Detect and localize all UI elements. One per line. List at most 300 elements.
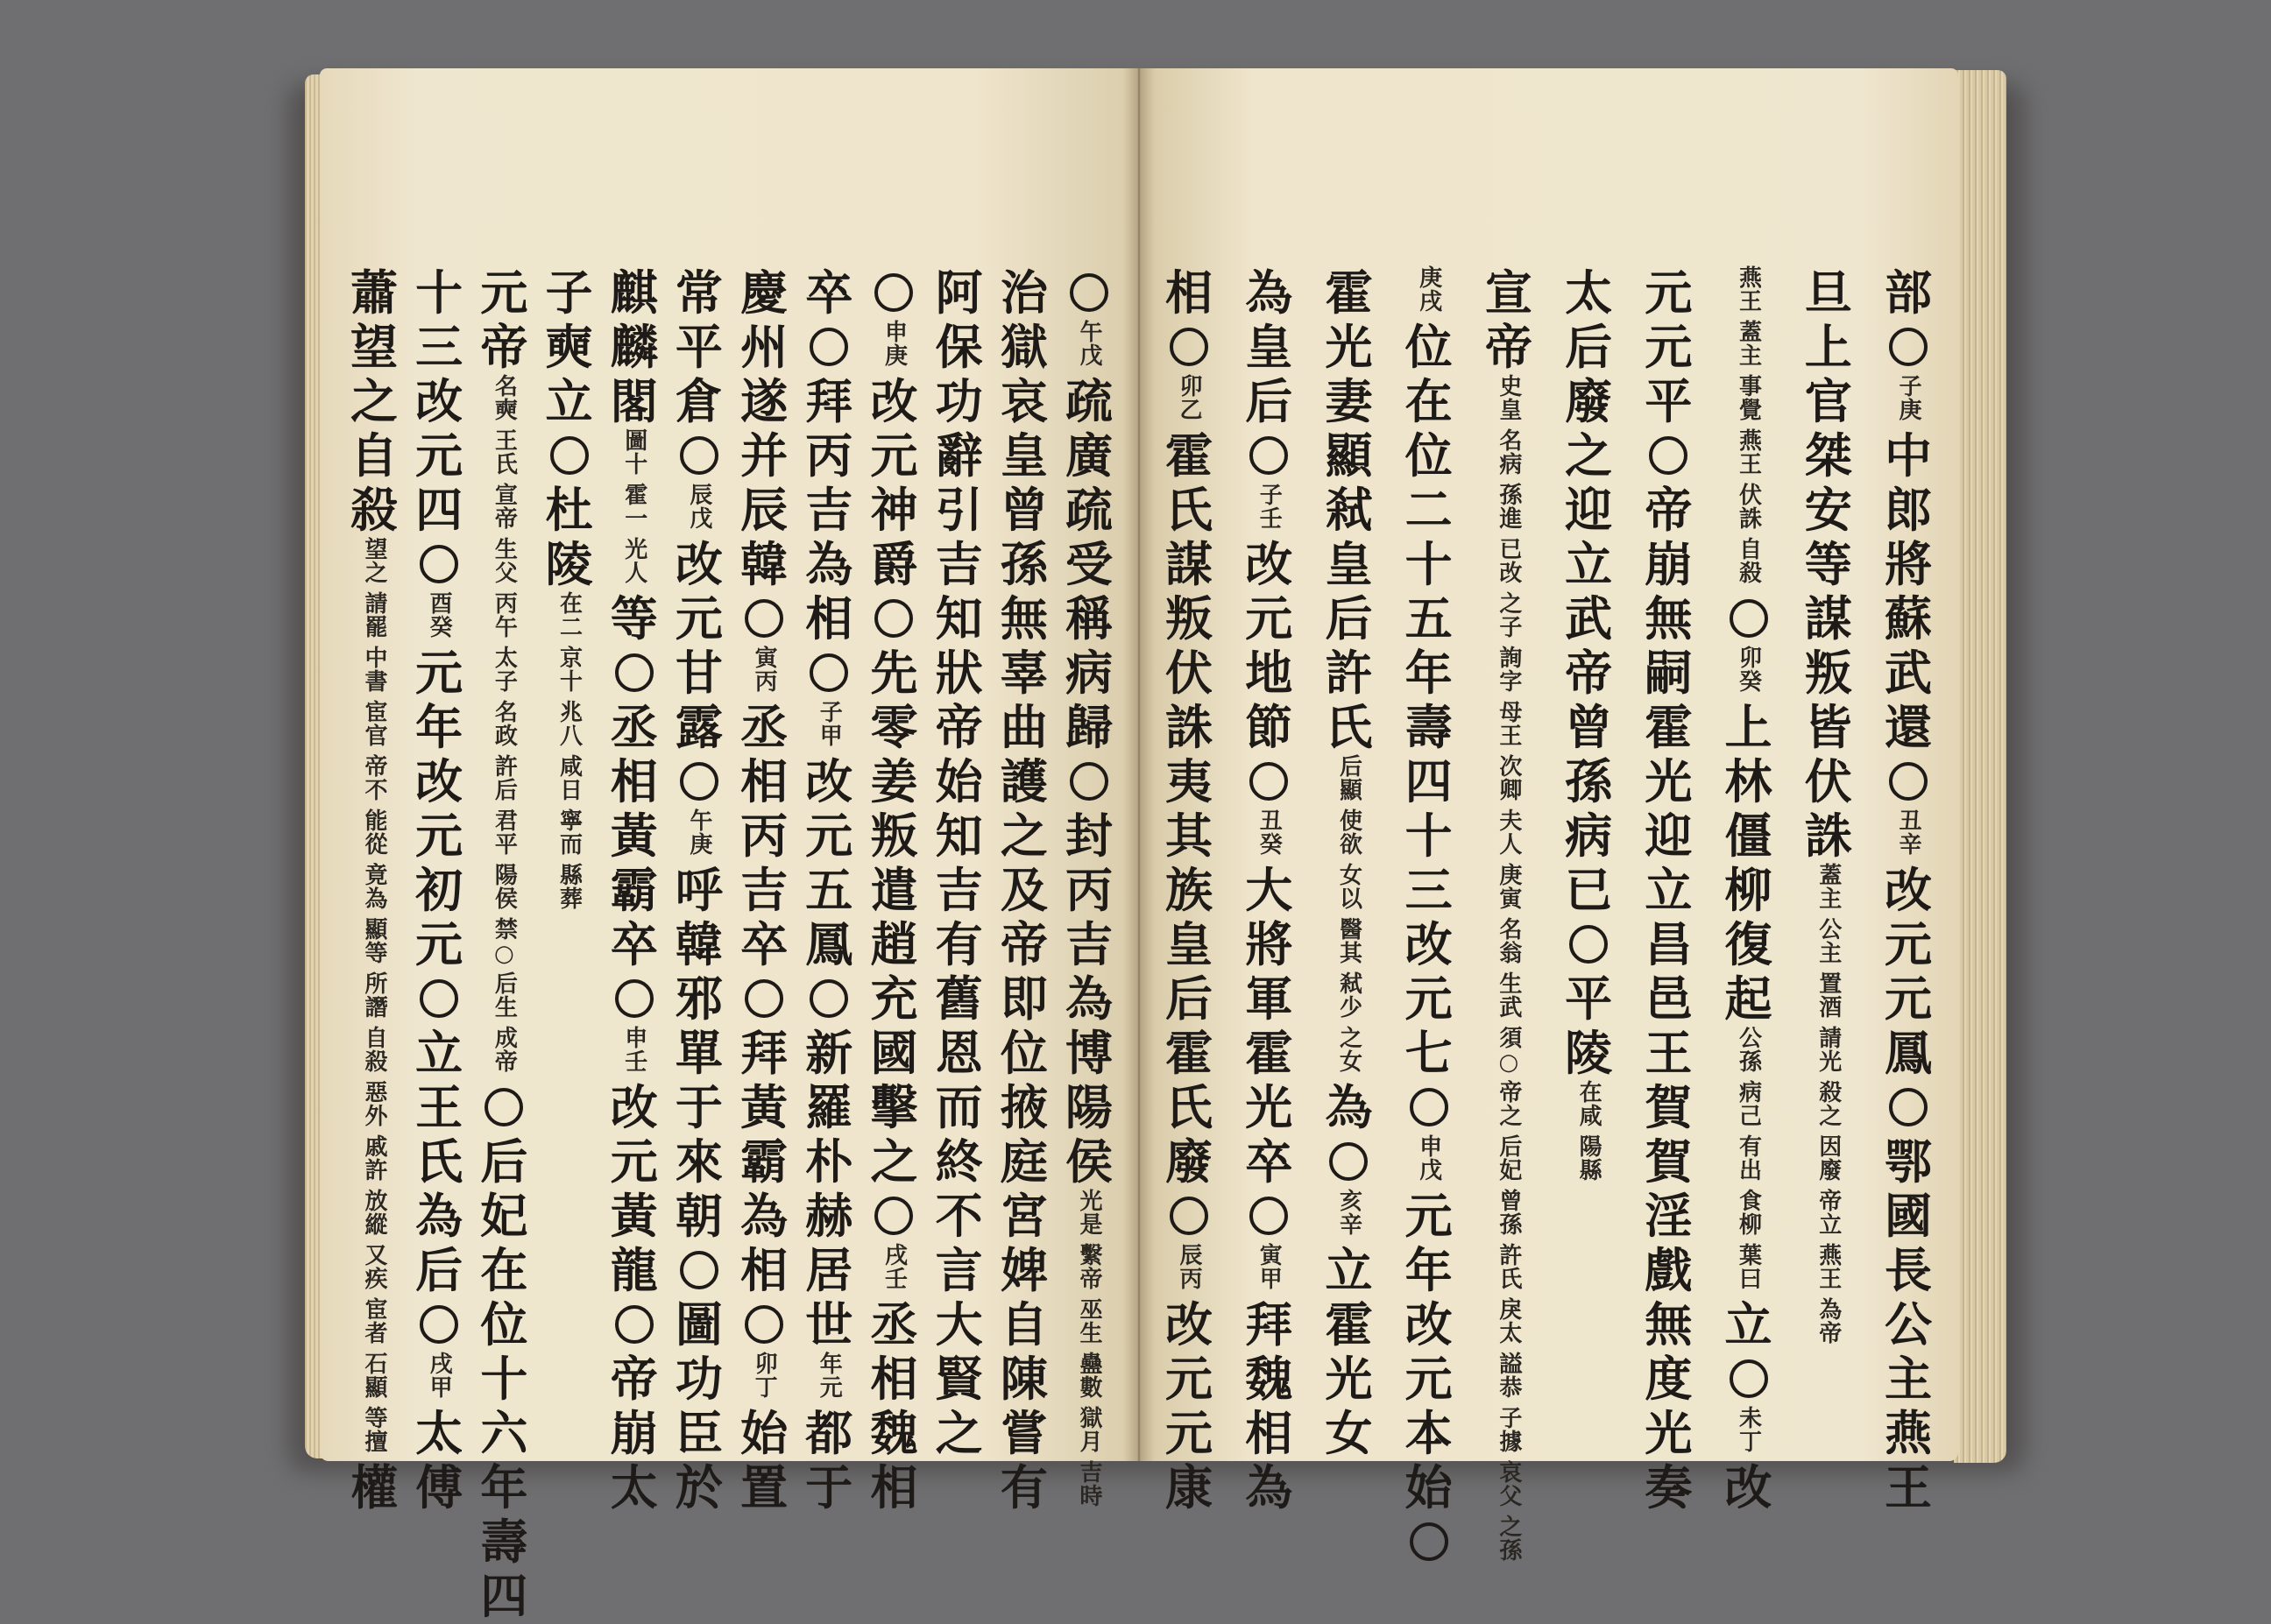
annotation-note xyxy=(1496,1026,1522,1080)
right-page-column xyxy=(1320,265,1376,1460)
circle-marker xyxy=(1249,762,1288,801)
main-character: 將 xyxy=(1245,916,1293,972)
annotation-note xyxy=(1736,428,1762,483)
main-character: 氏 xyxy=(1325,699,1373,755)
annotation-note xyxy=(1416,1134,1442,1189)
annotation-note xyxy=(491,917,517,971)
main-character: 后 xyxy=(480,1133,528,1190)
annotation-note xyxy=(1736,1406,1762,1460)
main-character: 位 xyxy=(1404,319,1453,375)
annotation-text: 丙午 xyxy=(491,591,518,639)
annotation-text: 王氏 xyxy=(491,428,518,476)
annotation-note xyxy=(491,754,517,808)
annotation-note xyxy=(1815,1080,1842,1134)
annotation-text: 戾太 xyxy=(1495,1297,1522,1345)
main-character: 并 xyxy=(740,427,789,484)
annotation-note xyxy=(1076,1460,1102,1515)
main-character: 改 xyxy=(675,536,723,592)
main-character: 辰 xyxy=(740,482,789,538)
annotation-text: 庚戌 xyxy=(1415,265,1442,313)
main-character: 自 xyxy=(350,427,398,484)
main-character: 丙 xyxy=(805,427,853,484)
main-character: 后 xyxy=(415,1242,463,1298)
main-character: 妃 xyxy=(480,1188,528,1244)
main-character: 言 xyxy=(935,1242,983,1298)
main-character: 零 xyxy=(870,699,918,755)
annotation-text: 宦者 xyxy=(361,1297,387,1345)
main-character: 望 xyxy=(350,319,398,375)
main-character: 國 xyxy=(870,1025,918,1081)
annotation-note xyxy=(361,1243,387,1297)
annotation-text: 為帝 xyxy=(1815,1297,1842,1345)
annotation-note xyxy=(1335,1026,1362,1080)
main-character: 丞 xyxy=(870,1296,918,1352)
annotation-text: 丑辛 xyxy=(1895,808,1921,856)
main-character: 圖 xyxy=(675,1296,723,1352)
main-character: 叛 xyxy=(870,808,918,864)
main-character: 壽 xyxy=(1404,699,1453,755)
annotation-note xyxy=(361,1189,387,1243)
main-character: 柳 xyxy=(1724,862,1772,918)
annotation-text: 宦官 xyxy=(361,700,387,747)
annotation-note xyxy=(361,1080,387,1134)
main-character: 部 xyxy=(1885,265,1932,321)
main-character: 元 xyxy=(870,427,918,484)
annotation-text: 使欲 xyxy=(1335,808,1362,856)
left-page-column xyxy=(476,265,532,1623)
main-character: 始 xyxy=(935,753,983,809)
annotation-note xyxy=(1335,863,1362,917)
main-character: 之 xyxy=(1565,427,1613,484)
main-character: 王 xyxy=(415,1079,463,1135)
main-character: 相 xyxy=(1245,1405,1293,1461)
main-character: 后 xyxy=(1245,373,1293,429)
annotation-text: 戚許 xyxy=(361,1134,387,1182)
main-character: 弒 xyxy=(1325,482,1373,538)
annotation-note xyxy=(1815,863,1842,917)
main-character: 霍 xyxy=(1645,699,1693,755)
annotation-text: 殺之 xyxy=(1815,1080,1842,1127)
annotation-note xyxy=(1736,1080,1762,1134)
annotation-note xyxy=(361,1406,387,1460)
main-character: 州 xyxy=(740,319,789,375)
annotation-text: 名翁 xyxy=(1495,917,1522,964)
annotation-text: 申戊 xyxy=(1415,1134,1442,1182)
annotation-text: 食柳 xyxy=(1735,1189,1762,1236)
main-character: 元 xyxy=(1885,916,1932,972)
annotation-note xyxy=(1335,971,1362,1026)
main-character: 陵 xyxy=(1565,1025,1613,1081)
annotation-text: 子甲 xyxy=(816,700,843,747)
annotation-text: 寅丙 xyxy=(751,646,778,693)
right-page xyxy=(1139,68,1958,1562)
annotation-text: 光人 xyxy=(620,537,647,584)
annotation-note xyxy=(1076,1352,1102,1406)
annotation-note xyxy=(1895,374,1921,428)
main-character: 改 xyxy=(610,1079,658,1135)
main-character: 改 xyxy=(1404,916,1453,972)
main-character: 相 xyxy=(740,753,789,809)
main-character: 陳 xyxy=(1000,1351,1048,1407)
main-character: 光 xyxy=(1325,1351,1373,1407)
left-page-column xyxy=(671,265,727,1515)
annotation-text: 史皇 xyxy=(1495,374,1522,421)
circle-marker xyxy=(1170,1197,1208,1235)
main-character: 吉 xyxy=(935,862,983,918)
annotation-note xyxy=(816,1352,842,1406)
main-character: 韓 xyxy=(740,536,789,592)
main-character: 安 xyxy=(1804,482,1852,538)
annotation-note xyxy=(491,483,517,537)
main-character: 旦 xyxy=(1804,265,1852,321)
circle-marker xyxy=(550,436,589,475)
main-character: 丙 xyxy=(740,808,789,864)
main-character: 皇 xyxy=(1325,536,1373,592)
main-character: 上 xyxy=(1724,699,1772,755)
annotation-note xyxy=(1256,808,1282,863)
annotation-note xyxy=(426,1352,452,1406)
left-page-column xyxy=(541,265,598,917)
main-character: 復 xyxy=(1724,916,1772,972)
main-character: 不 xyxy=(935,1188,983,1244)
main-character: 賀 xyxy=(1645,1133,1693,1190)
main-character: 鳳 xyxy=(1885,1025,1932,1081)
annotation-note xyxy=(361,1352,387,1406)
circle-marker xyxy=(810,653,848,692)
main-character: 伏 xyxy=(1804,753,1852,809)
main-character: 相 xyxy=(740,1242,789,1298)
annotation-text: 縣葬 xyxy=(555,863,583,910)
right-page-column xyxy=(1801,265,1857,1352)
main-character: 妻 xyxy=(1325,373,1373,429)
main-character: 丙 xyxy=(1065,862,1113,918)
main-character: 元 xyxy=(1245,590,1293,646)
main-character: 知 xyxy=(935,590,983,646)
annotation-text: 之子 xyxy=(1495,591,1522,639)
main-character: 元 xyxy=(1404,1351,1453,1407)
circle-marker xyxy=(874,1197,913,1235)
main-character: 元 xyxy=(675,590,723,646)
main-character: 而 xyxy=(935,1079,983,1135)
annotation-text: 葉曰 xyxy=(1735,1243,1762,1290)
main-character: 公 xyxy=(1885,1296,1932,1352)
annotation-note xyxy=(1496,808,1522,863)
main-character: 宮 xyxy=(1000,1188,1048,1244)
annotation-note xyxy=(1496,1460,1522,1515)
annotation-note xyxy=(1736,537,1762,591)
main-character: 上 xyxy=(1804,319,1852,375)
main-character: 許 xyxy=(1325,645,1373,701)
main-character: 等 xyxy=(1804,536,1852,592)
main-character: 為 xyxy=(1065,971,1113,1027)
annotation-note xyxy=(1496,1080,1522,1134)
left-page-column xyxy=(346,265,402,1515)
annotation-text: 辰戊 xyxy=(685,483,712,530)
main-character: 為 xyxy=(1325,1079,1373,1135)
annotation-note xyxy=(1815,1297,1842,1352)
annotation-text: 謚恭 xyxy=(1495,1352,1522,1399)
annotation-text: 詢字 xyxy=(1495,646,1522,693)
main-character: 相 xyxy=(610,753,658,809)
annotation-text: 子壬 xyxy=(1256,483,1283,530)
main-character: 戲 xyxy=(1645,1242,1693,1298)
annotation-text: 寅甲 xyxy=(1256,1243,1283,1290)
main-character: 改 xyxy=(1404,1296,1453,1352)
main-character: 太 xyxy=(1565,265,1613,321)
main-character: 呼 xyxy=(675,862,723,918)
right-page-column xyxy=(1161,265,1217,1515)
circle-marker xyxy=(1410,1522,1448,1561)
main-character: 其 xyxy=(1165,808,1213,864)
annotation-text: 后妃 xyxy=(1495,1134,1522,1182)
main-character: 阿 xyxy=(935,265,983,321)
main-character: 為 xyxy=(1245,1459,1293,1515)
main-character: 趙 xyxy=(870,916,918,972)
annotation-note xyxy=(621,428,647,483)
main-character: 帝 xyxy=(1484,319,1532,375)
main-character: 官 xyxy=(1804,373,1852,429)
main-character: 初 xyxy=(415,862,463,918)
annotation-text: 放縱 xyxy=(361,1189,387,1236)
annotation-note xyxy=(621,483,647,537)
main-character: 昌 xyxy=(1645,916,1693,972)
circle-marker xyxy=(1730,599,1768,638)
main-character: 在 xyxy=(1404,373,1453,429)
main-character: 病 xyxy=(1065,645,1113,701)
annotation-text: 顯等 xyxy=(361,917,387,964)
annotation-text: 繫帝 xyxy=(1076,1243,1102,1290)
annotation-text: 卯乙 xyxy=(1176,374,1202,421)
annotation-text: 生父 xyxy=(491,537,518,584)
annotation-note xyxy=(361,1134,387,1189)
main-character: 卒 xyxy=(1245,1133,1293,1190)
circle-marker xyxy=(745,599,783,638)
annotation-text: 午戊 xyxy=(1076,320,1102,367)
annotation-note xyxy=(1496,1189,1522,1243)
main-character: 光 xyxy=(1325,319,1373,375)
annotation-note xyxy=(881,320,907,374)
main-character: 恩 xyxy=(935,1025,983,1081)
main-character: 吉 xyxy=(805,482,853,538)
annotation-text: 置酒 xyxy=(1815,971,1842,1019)
annotation-text: 能從 xyxy=(361,808,387,856)
main-character: 治 xyxy=(1000,265,1048,321)
main-character: 武 xyxy=(1885,645,1932,701)
main-character: 魏 xyxy=(870,1405,918,1461)
annotation-note xyxy=(1256,483,1282,537)
annotation-text: 燕王 xyxy=(1735,265,1762,313)
circle-marker xyxy=(485,1088,523,1126)
main-character: 五 xyxy=(1404,590,1453,646)
annotation-text: 夫人 xyxy=(1495,808,1522,856)
circle-marker xyxy=(810,979,848,1018)
annotation-note xyxy=(491,537,517,591)
annotation-note xyxy=(1335,808,1362,863)
main-character: 世 xyxy=(805,1296,853,1352)
circle-marker xyxy=(1249,1197,1288,1235)
annotation-text: 次卿 xyxy=(1495,754,1522,801)
annotation-text: 獄月 xyxy=(1076,1406,1102,1453)
annotation-text: 子庚 xyxy=(1895,374,1921,421)
annotation-note xyxy=(1496,1515,1522,1569)
annotation-note xyxy=(1736,1026,1762,1080)
main-character: 孫 xyxy=(1000,536,1048,592)
main-character: 陽 xyxy=(1065,1079,1113,1135)
main-character: 慶 xyxy=(740,265,789,321)
main-character: 顯 xyxy=(1325,427,1373,484)
left-page-column xyxy=(931,265,987,1460)
right-page-column xyxy=(1721,265,1777,1515)
annotation-note xyxy=(621,537,647,591)
circle-marker xyxy=(1329,1142,1368,1181)
main-character: 四 xyxy=(480,1568,528,1624)
main-character: 中 xyxy=(1885,427,1932,484)
main-character: 軍 xyxy=(1245,971,1293,1027)
main-character: 后 xyxy=(1565,319,1613,375)
annotation-text: 太子 xyxy=(491,646,518,693)
main-character: 丞 xyxy=(740,699,789,755)
annotation-text: 圖十 xyxy=(620,428,647,476)
annotation-note xyxy=(1076,1243,1102,1297)
annotation-text: 酉癸 xyxy=(426,591,453,639)
annotation-note xyxy=(1496,646,1522,700)
main-character: 改 xyxy=(1885,862,1932,918)
main-character: 臣 xyxy=(675,1405,723,1461)
annotation-note xyxy=(1496,428,1522,483)
circle-marker xyxy=(1889,1088,1928,1126)
main-character: 之 xyxy=(1000,808,1048,864)
annotation-note xyxy=(751,646,777,700)
main-character: 辜 xyxy=(1000,645,1048,701)
right-page-text xyxy=(1161,265,1936,1562)
main-character: 相 xyxy=(870,1351,918,1407)
annotation-note xyxy=(881,1243,907,1297)
annotation-text: 庚寅 xyxy=(1495,863,1522,910)
annotation-text: 名病 xyxy=(1495,428,1522,476)
main-character: 林 xyxy=(1724,753,1772,809)
main-character: 帝 xyxy=(480,319,528,375)
annotation-text: 光是 xyxy=(1076,1189,1102,1236)
main-character: 平 xyxy=(1645,373,1693,429)
main-character: 廣 xyxy=(1065,427,1113,484)
annotation-note xyxy=(1335,1189,1362,1243)
circle-marker xyxy=(420,545,458,583)
annotation-note xyxy=(1815,1243,1842,1297)
main-character: 孫 xyxy=(1565,753,1613,809)
main-character: 宣 xyxy=(1484,265,1532,321)
annotation-text: 帝立 xyxy=(1815,1189,1842,1236)
main-character: 疏 xyxy=(1065,373,1113,429)
annotation-text: 之女 xyxy=(1335,1026,1362,1073)
main-character: 節 xyxy=(1245,699,1293,755)
annotation-note xyxy=(1176,1243,1202,1297)
main-character: 相 xyxy=(870,1459,918,1515)
main-character: 曲 xyxy=(1000,699,1048,755)
main-character: 歸 xyxy=(1065,699,1113,755)
main-character: 護 xyxy=(1000,753,1048,809)
main-character: 魏 xyxy=(1245,1351,1293,1407)
annotation-text: 午庚 xyxy=(685,808,712,856)
circle-marker xyxy=(615,653,654,692)
annotation-text: 伏誅 xyxy=(1735,483,1762,530)
main-character: 立 xyxy=(545,373,593,429)
circle-marker xyxy=(615,1305,654,1344)
annotation-note xyxy=(1496,1352,1522,1406)
annotation-text: 兆八 xyxy=(555,700,583,747)
main-character: 元 xyxy=(415,427,463,484)
main-character: 年 xyxy=(415,699,463,755)
left-page-text xyxy=(346,265,1117,1624)
annotation-note xyxy=(556,591,583,646)
main-character: 常 xyxy=(675,265,723,321)
main-character: 改 xyxy=(805,753,853,809)
main-character: 博 xyxy=(1065,1025,1113,1081)
annotation-note xyxy=(361,700,387,754)
annotation-text: 須○ xyxy=(1495,1026,1522,1077)
main-character: 立 xyxy=(1565,536,1613,592)
annotation-note xyxy=(1076,1406,1102,1460)
circle-marker xyxy=(1730,1359,1768,1398)
circle-marker xyxy=(745,979,783,1018)
annotation-text: 又疾 xyxy=(361,1243,387,1290)
annotation-text: 蠱數 xyxy=(1076,1352,1102,1399)
main-character: 氏 xyxy=(415,1133,463,1190)
annotation-text: 申壬 xyxy=(620,1026,647,1073)
main-character: 位 xyxy=(1404,427,1453,484)
main-character: 皆 xyxy=(1804,699,1852,755)
annotation-note xyxy=(1736,483,1762,537)
left-page-column xyxy=(996,265,1052,1515)
main-character: 置 xyxy=(740,1459,789,1515)
annotation-note xyxy=(1815,1026,1842,1080)
annotation-note xyxy=(556,700,583,754)
main-character: 朝 xyxy=(675,1188,723,1244)
main-character: 為 xyxy=(740,1188,789,1244)
annotation-text: 許氏 xyxy=(1495,1243,1522,1290)
main-character: 氏 xyxy=(1165,1079,1213,1135)
main-character: 相 xyxy=(1165,265,1213,321)
annotation-note xyxy=(686,808,712,863)
main-character: 元 xyxy=(1404,971,1453,1027)
annotation-text: 醫其 xyxy=(1335,917,1362,964)
annotation-text: 許后 xyxy=(491,754,518,801)
main-character: 居 xyxy=(805,1242,853,1298)
main-character: 辭 xyxy=(935,427,983,484)
main-character: 長 xyxy=(1885,1242,1932,1298)
annotation-text: 之孫 xyxy=(1495,1515,1522,1562)
circle-marker xyxy=(1070,273,1108,312)
annotation-note xyxy=(1176,374,1202,428)
main-character: 權 xyxy=(350,1459,398,1515)
main-character: 四 xyxy=(415,482,463,538)
annotation-text: 生武 xyxy=(1495,971,1522,1019)
main-character: 四 xyxy=(1404,753,1453,809)
circle-marker xyxy=(1170,328,1208,366)
annotation-note xyxy=(1076,320,1102,374)
main-character: 為 xyxy=(1245,265,1293,321)
annotation-note xyxy=(361,591,387,646)
annotation-note xyxy=(1815,917,1842,971)
annotation-note xyxy=(1496,1134,1522,1189)
main-character: 五 xyxy=(805,862,853,918)
main-character: 掖 xyxy=(1000,1079,1048,1135)
main-character: 帝 xyxy=(935,699,983,755)
main-character: 本 xyxy=(1404,1405,1453,1461)
main-character: 卒 xyxy=(805,265,853,321)
annotation-note xyxy=(361,917,387,971)
annotation-note xyxy=(491,428,517,483)
annotation-text: 后顯 xyxy=(1335,754,1362,801)
